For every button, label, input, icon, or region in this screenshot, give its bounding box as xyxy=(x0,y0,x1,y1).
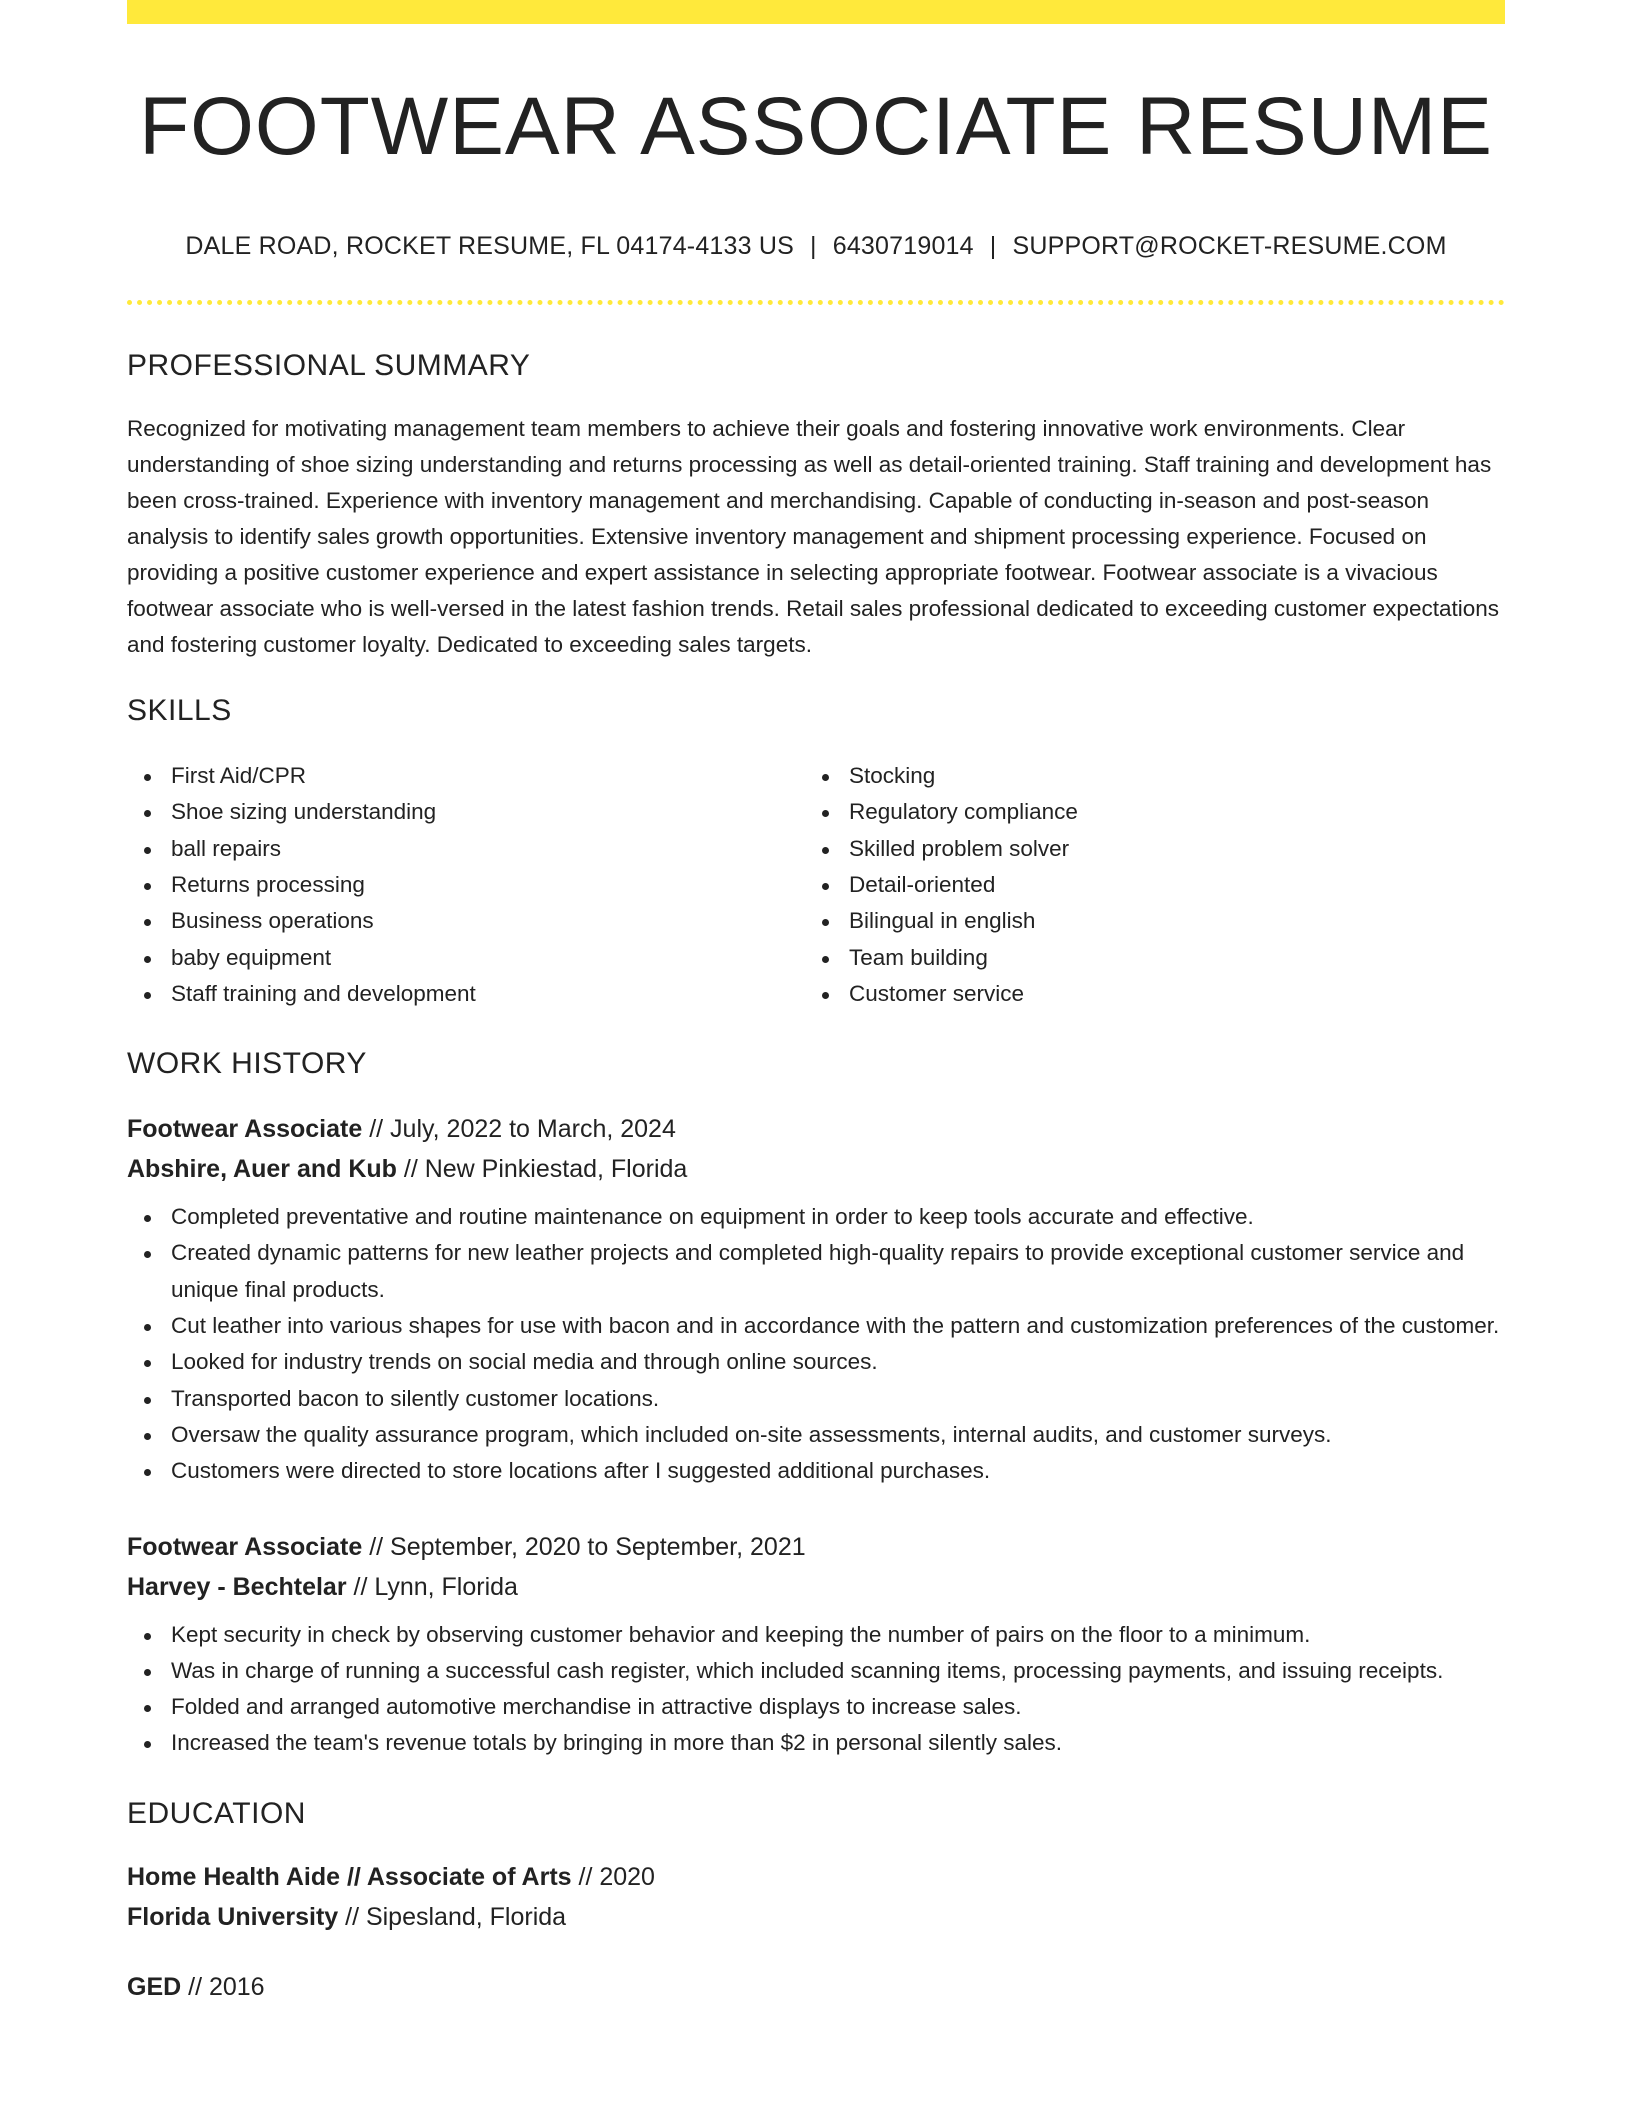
resume-title: FOOTWEAR ASSOCIATE RESUME xyxy=(139,81,1493,172)
job-title-line xyxy=(127,1527,1505,1567)
contact-phone: 6430719014 xyxy=(832,232,974,261)
job-title: Footwear Associate xyxy=(127,1532,363,1561)
job-company-line xyxy=(127,1567,1505,1607)
education-section xyxy=(127,1797,1505,2007)
skill-item: Customer service xyxy=(805,976,1483,1012)
skill-item: baby equipment xyxy=(127,940,805,976)
job-dates: // September, 2020 to September, 2021 xyxy=(362,1532,806,1561)
skills-column-right xyxy=(805,758,1483,1012)
top-accent-bar xyxy=(127,0,1505,24)
job-bullet: Transported bacon to silently customer locations. xyxy=(127,1381,1505,1417)
education-degree-line xyxy=(127,1857,1505,1897)
skills-section xyxy=(127,694,1505,1012)
job-company: Harvey - Bechtelar xyxy=(127,1572,347,1601)
job-bullet: Folded and arranged automotive merchandise in attractive displays to increase sales. xyxy=(127,1689,1505,1725)
skill-item: Staff training and development xyxy=(127,976,805,1012)
job-entry xyxy=(127,1109,1505,1489)
section-heading-work-history: WORK HISTORY xyxy=(127,1047,367,1081)
job-bullet: Completed preventative and routine maintenance on equipment in order to keep tools accurate and effective. xyxy=(127,1199,1505,1235)
contact-separator: | xyxy=(989,232,997,261)
skill-item: Stocking xyxy=(805,758,1483,794)
work-history-section xyxy=(127,1047,1505,1762)
contact-line xyxy=(127,232,1505,261)
skill-item: First Aid/CPR xyxy=(127,758,805,794)
education-degree-line xyxy=(127,1967,1505,2007)
job-bullet: Cut leather into various shapes for use with bacon and in accordance with the pattern and customization preferences of the customer. xyxy=(127,1308,1505,1344)
job-bullet: Was in charge of running a successful cash register, which included scanning items, processing payments, and issuing receipts. xyxy=(127,1653,1505,1689)
section-heading-skills: SKILLS xyxy=(127,694,232,728)
skill-item: Team building xyxy=(805,940,1483,976)
skills-columns xyxy=(127,758,1505,1012)
job-bullet: Kept security in check by observing customer behavior and keeping the number of pairs on the floor to a minimum. xyxy=(127,1617,1505,1653)
skill-item: Detail-oriented xyxy=(805,867,1483,903)
job-company: Abshire, Auer and Kub xyxy=(127,1155,397,1184)
skill-item: Skilled problem solver xyxy=(805,831,1483,867)
skill-item: ball repairs xyxy=(127,831,805,867)
education-entry xyxy=(127,1967,1505,2007)
dotted-divider xyxy=(127,300,1505,305)
contact-separator: | xyxy=(810,232,817,261)
contact-email: SUPPORT@ROCKET-RESUME.COM xyxy=(1012,232,1447,261)
skill-item: Regulatory compliance xyxy=(805,794,1483,830)
education-year: // 2016 xyxy=(181,1972,265,2001)
job-company-line xyxy=(127,1149,1505,1189)
job-title-line xyxy=(127,1109,1505,1149)
education-degree: GED xyxy=(127,1972,182,2001)
section-heading-summary: PROFESSIONAL SUMMARY xyxy=(127,349,531,383)
education-school: Florida University xyxy=(127,1902,339,1931)
job-bullet: Increased the team's revenue totals by bringing in more than $2 in personal silently sales. xyxy=(127,1725,1505,1761)
job-entry xyxy=(127,1527,1505,1762)
skills-column-left xyxy=(127,758,805,1012)
skill-item: Returns processing xyxy=(127,867,805,903)
skill-item: Business operations xyxy=(127,903,805,939)
summary-text: Recognized for motivating management team members to achieve their goals and fostering innovative work environments. Clear understanding of shoe sizing understanding and returns processing as well as detail-oriented training. Staff training and development has been cross-trained. Experience with inventory management and merchandising. Capable of conducting in-season and post-season analysis to identify sales growth opportunities. Extensive inventory management and shipment processing experience. Focused on providing a positive customer experience and expert assistance in selecting appropriate footwear. Footwear associate is a vivacious footwear associate who is well-versed in the latest fashion trends. Retail sales professional dedicated to exceeding customer expectations and fostering customer loyalty. Dedicated to exceeding sales targets. xyxy=(127,416,1499,658)
job-location: // New Pinkiestad, Florida xyxy=(396,1155,688,1184)
job-bullets xyxy=(127,1617,1505,1762)
education-entry xyxy=(127,1857,1505,1937)
job-title: Footwear Associate xyxy=(127,1115,363,1144)
resume-page xyxy=(127,0,1505,2007)
job-bullet: Created dynamic patterns for new leather projects and completed high-quality repairs to provide exceptional customer service and unique final products. xyxy=(127,1235,1505,1308)
job-dates: // July, 2022 to March, 2024 xyxy=(362,1115,676,1144)
education-school-line xyxy=(127,1897,1505,1937)
education-year: // 2020 xyxy=(571,1862,655,1891)
professional-summary-section xyxy=(127,349,1505,663)
section-heading-education: EDUCATION xyxy=(127,1796,306,1830)
job-bullet: Looked for industry trends on social media and through online sources. xyxy=(127,1344,1505,1380)
education-degree: Home Health Aide // Associate of Arts xyxy=(127,1862,572,1891)
education-location: // Sipesland, Florida xyxy=(338,1902,567,1931)
job-location: // Lynn, Florida xyxy=(346,1572,518,1601)
job-bullets xyxy=(127,1199,1505,1489)
job-bullet: Oversaw the quality assurance program, which included on-site assessments, internal audits, and customer surveys. xyxy=(127,1417,1505,1453)
job-bullet: Customers were directed to store locations after I suggested additional purchases. xyxy=(127,1453,1505,1489)
skill-item: Bilingual in english xyxy=(805,903,1483,939)
contact-address: DALE ROAD, ROCKET RESUME, FL 04174-4133 US xyxy=(185,232,795,261)
skill-item: Shoe sizing understanding xyxy=(127,794,805,830)
